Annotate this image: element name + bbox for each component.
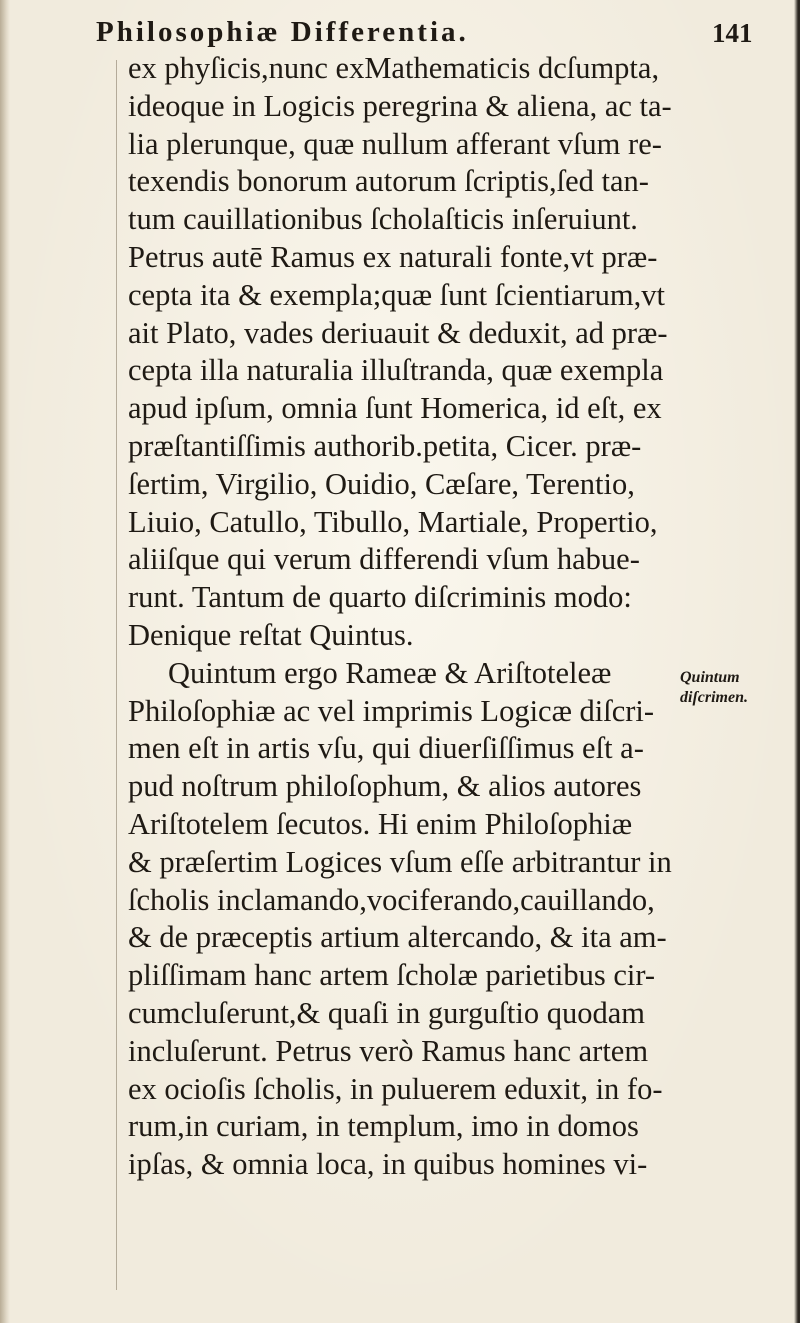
margin-rule bbox=[116, 60, 117, 1290]
text-line: apud ipſum, omnia ſunt Homerica, id eſt, ex bbox=[128, 391, 662, 426]
margin-note bbox=[680, 668, 795, 708]
text-line: & de præceptis artium altercando, & ita am- bbox=[128, 920, 667, 955]
text-line: tum cauillationibus ſcholaſticis inſeruiunt. bbox=[128, 202, 638, 237]
text-line: cumcluſerunt,& quaſi in gurguſtio quodam bbox=[128, 995, 646, 1030]
page-number: 141 bbox=[712, 18, 753, 48]
text-line: ex ocioſis ſcholis, in puluerem eduxit, in fo- bbox=[128, 1071, 663, 1106]
body-text bbox=[128, 50, 672, 1184]
running-head: Philosophiæ Differentia. bbox=[96, 16, 469, 48]
text-line: lia plerunque, quæ nullum afferant vſum re- bbox=[128, 126, 662, 161]
text-line: texendis bonorum autorum ſcriptis,ſed tan- bbox=[128, 164, 649, 199]
text-line: ſcholis inclamando,vociferando,cauillando, bbox=[128, 882, 655, 917]
text-line: ideoque in Logicis peregrina & aliena, ac ta- bbox=[128, 88, 672, 123]
text-line: aliiſque qui verum differendi vſum habue- bbox=[128, 542, 640, 577]
text-line: Petrus autē Ramus ex naturali fonte,vt præ- bbox=[128, 239, 658, 274]
text-line: cepta ita & exempla;quæ ſunt ſcientiarum,vt bbox=[128, 277, 665, 312]
text-line: ex phyſicis,nunc exMathematicis dcſumpta, bbox=[128, 51, 660, 85]
margin-note-line: Quintum bbox=[680, 669, 740, 686]
text-line: incluſerunt. Petrus verò Ramus hanc artem bbox=[128, 1033, 649, 1068]
page-binding-shadow bbox=[0, 0, 10, 1323]
text-line: Quintum ergo Rameæ & Ariſtoteleæ bbox=[168, 655, 612, 690]
text-line: ipſas, & omnia loca, in quibus homines vi- bbox=[128, 1147, 648, 1182]
text-line: cepta illa naturalia illuſtranda, quæ exempla bbox=[128, 353, 664, 388]
text-line: pud noſtrum philoſophum, & alios autores bbox=[128, 769, 642, 804]
text-line: ait Plato, vades deriuauit & deduxit, ad præ- bbox=[128, 315, 668, 350]
text-line: & præſertim Logices vſum eſſe arbitrantur in bbox=[128, 844, 672, 879]
text-line: Denique reſtat Quintus. bbox=[128, 617, 414, 652]
text-line: præſtantiſſimis authorib.petita, Cicer. præ- bbox=[128, 428, 642, 463]
margin-note-line: diſcrimen. bbox=[680, 689, 748, 706]
page-right-edge bbox=[794, 0, 800, 1323]
text-line: ſertim, Virgilio, Ouidio, Cæſare, Terentio, bbox=[128, 466, 635, 501]
text-line: men eſt in artis vſu, qui diuerſiſſimus eſt a- bbox=[128, 731, 644, 766]
text-line: Ariſtotelem ſecutos. Hi enim Philoſophiæ bbox=[128, 806, 633, 841]
text-line: rum,in curiam, in templum, imo in domos bbox=[128, 1109, 639, 1144]
text-line: Liuio, Catullo, Tibullo, Martiale, Propertio, bbox=[128, 504, 658, 539]
text-line: runt. Tantum de quarto diſcriminis modo: bbox=[128, 580, 632, 615]
text-line: Philoſophiæ ac vel imprimis Logicæ diſcri- bbox=[128, 693, 655, 728]
text-line: pliſſimam hanc artem ſcholæ parietibus cir- bbox=[128, 958, 656, 993]
